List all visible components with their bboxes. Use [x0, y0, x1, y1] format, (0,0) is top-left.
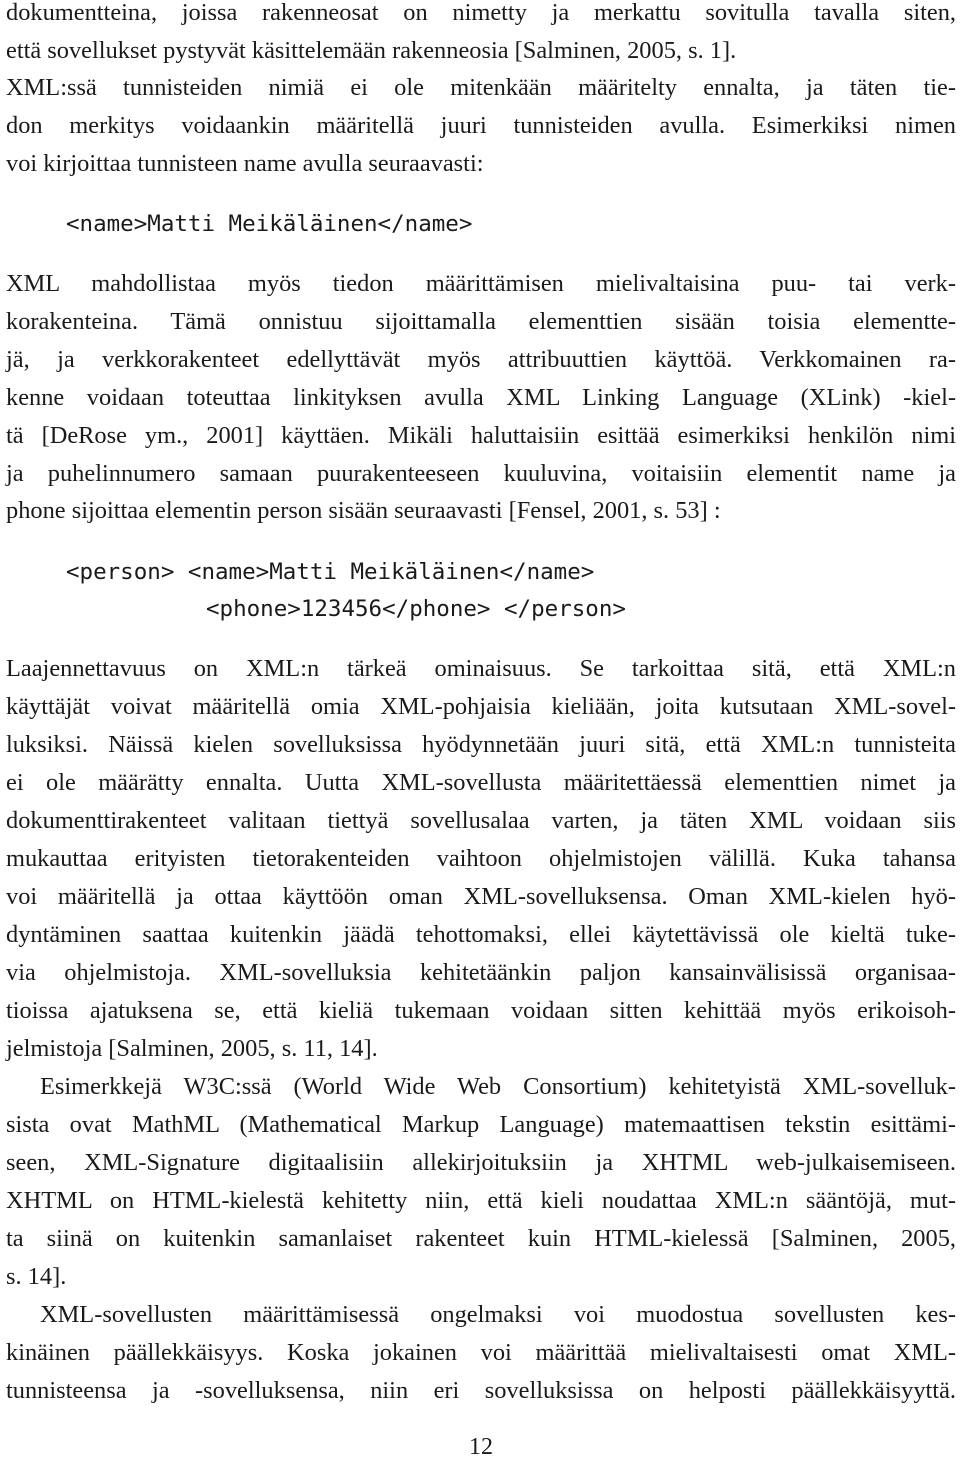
text-line: kinäinen päällekkäisyys. Koska jokainen voi määrittää mielivaltaisesti omat XML-: [6, 1339, 956, 1366]
text-line: Laajennettavuus on XML:n tärkeä ominaisuus. Se tarkoittaa sitä, että XML:n: [6, 655, 956, 682]
page-number: 12: [469, 1434, 493, 1460]
text-line: ta siinä on kuitenkin samanlaiset rakenteet kuin HTML-kielessä [Salminen, 2005,: [6, 1225, 956, 1252]
text-line: jelmistoja [Salminen, 2005, s. 11, 14].: [6, 1035, 378, 1062]
text-line: dyntäminen saattaa kuitenkin jäädä tehottomaksi, ellei käytettävissä ole kieltä tuke-: [6, 921, 956, 948]
text-line: ja puhelinnumero samaan puurakenteeseen kuuluvina, voitaisiin elementit name ja: [6, 460, 956, 487]
text-line: että sovellukset pystyvät käsittelemään rakenneosia [Salminen, 2005, s. 1].: [6, 37, 737, 64]
text-line: voi kirjoittaa tunnisteen name avulla seuraavasti:: [6, 150, 484, 177]
text-line: voi määritellä ja ottaa käyttöön oman XML-sovelluksensa. Oman XML-kielen hyö-: [6, 883, 956, 910]
text-line: phone sijoittaa elementin person sisään seuraavasti [Fensel, 2001, s. 53] :: [6, 497, 721, 524]
text-line: XML:ssä tunnisteiden nimiä ei ole mitenkään määritelty ennalta, ja täten tie-: [6, 74, 956, 101]
text-line: don merkitys voidaankin määritellä juuri tunnisteiden avulla. Esimerkiksi nimen: [6, 112, 956, 139]
text-line: luksiksi. Näissä kielen sovelluksissa hyödynnetään juuri sitä, että XML:n tunnisteita: [6, 731, 956, 758]
code-example: <person> <name>Matti Meikäläinen</name>: [66, 559, 595, 585]
text-line: mukauttaa erityisten tietorakenteiden vaihtoon ohjelmistojen välillä. Kuka tahansa: [6, 845, 956, 872]
text-line: XML-sovellusten määrittämisessä ongelmaksi voi muodostua sovellusten kes-: [40, 1301, 956, 1328]
text-line: s. 14].: [6, 1263, 67, 1290]
text-line: dokumenttirakenteet valitaan tiettyä sovellusalaa varten, ja täten XML voidaan siis: [6, 807, 956, 834]
code-example: <phone>123456</phone> </person>: [206, 596, 626, 622]
code-example: <name>Matti Meikäläinen</name>: [66, 211, 473, 237]
text-line: dokumentteina, joissa rakenneosat on nimetty ja merkattu sovitulla tavalla siten,: [6, 0, 956, 26]
text-line: tä [DeRose ym., 2001] käyttäen. Mikäli haluttaisiin esittää esimerkiksi henkilön nimi: [6, 422, 956, 449]
text-line: sista ovat MathML (Mathematical Markup Language) matemaattisen tekstin esittämi-: [6, 1111, 956, 1138]
text-line: kenne voidaan toteuttaa linkityksen avulla XML Linking Language (XLink) -kiel-: [6, 384, 956, 411]
text-line: jä, ja verkkorakenteet edellyttävät myös attribuuttien käyttöä. Verkkomainen ra-: [6, 346, 956, 373]
text-line: via ohjelmistoja. XML-sovelluksia kehitetäänkin paljon kansainvälisissä organisaa-: [6, 959, 956, 986]
text-line: XHTML on HTML-kielestä kehitetty niin, että kieli noudattaa XML:n sääntöjä, mut-: [6, 1187, 956, 1214]
text-line: tioissa ajatuksena se, että kieliä tukemaan voidaan sitten kehittää myös erikoisoh-: [6, 997, 956, 1024]
text-line: käyttäjät voivat määritellä omia XML-pohjaisia kieliään, joita kutsutaan XML-sovel-: [6, 693, 956, 720]
text-line: ei ole määrätty ennalta. Uutta XML-sovellusta määritettäessä elementtien nimet ja: [6, 769, 956, 796]
text-line: korakenteina. Tämä onnistuu sijoittamalla elementtien sisään toisia elementte-: [6, 308, 956, 335]
text-line: seen, XML-Signature digitaalisiin allekirjoituksiin ja XHTML web-julkaisemiseen.: [6, 1149, 956, 1176]
text-line: Esimerkkejä W3C:ssä (World Wide Web Consortium) kehitetyistä XML-sovelluk-: [40, 1073, 956, 1100]
text-line: XML mahdollistaa myös tiedon määrittämisen mielivaltaisina puu- tai verk-: [6, 270, 956, 297]
text-line: tunnisteensa ja -sovelluksensa, niin eri sovelluksissa on helposti päällekkäisyyttä.: [6, 1377, 956, 1404]
